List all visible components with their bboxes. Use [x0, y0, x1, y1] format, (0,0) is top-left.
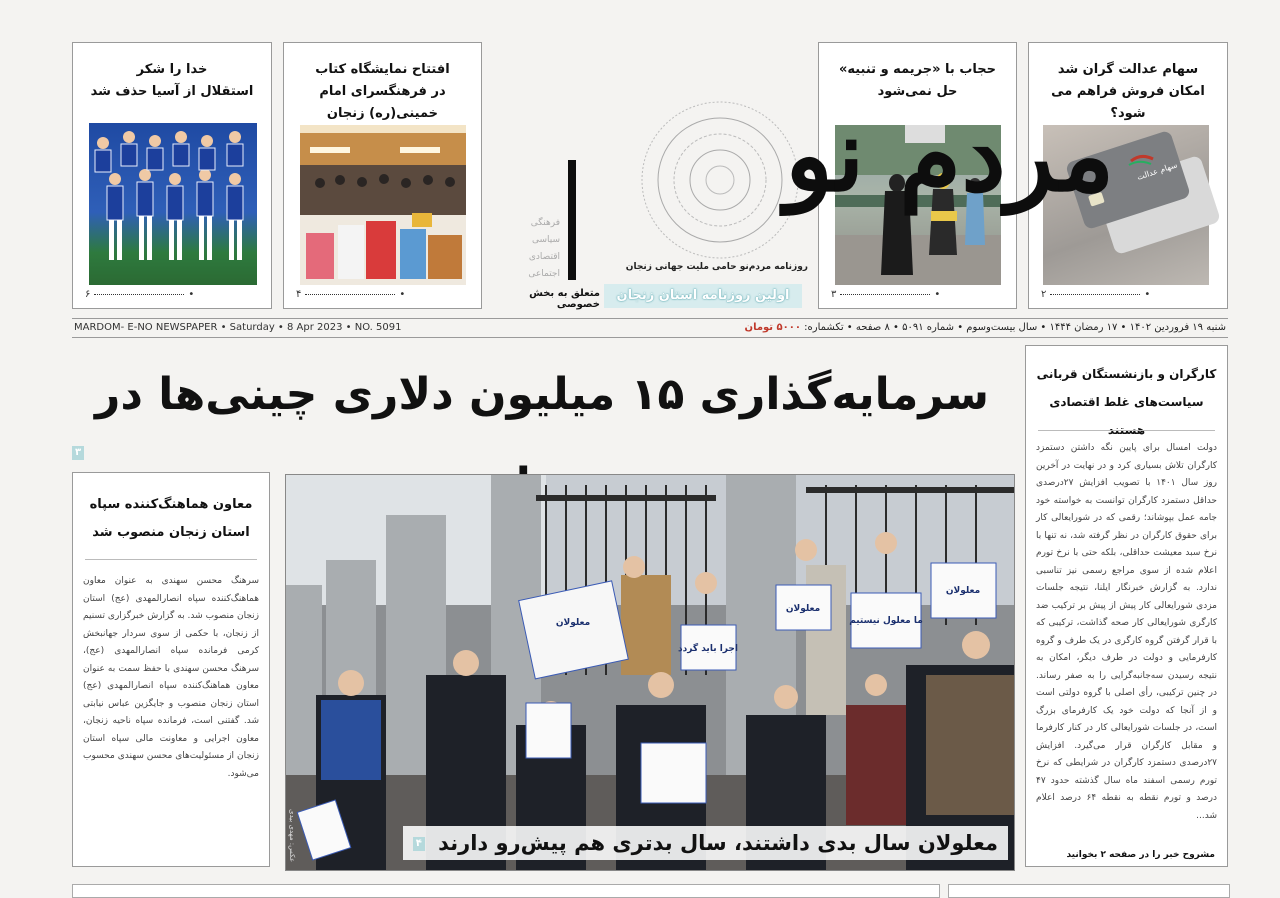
page-number: ۶ — [85, 289, 91, 300]
article-title — [1036, 360, 1217, 444]
teaser-page-number: ۳ • — [831, 289, 941, 300]
side-word: سیاسی — [531, 235, 560, 245]
left-column-article[interactable] — [72, 472, 270, 867]
divider — [1038, 430, 1215, 431]
dateline-english: MARDOM- E-NO NEWSPAPER • Saturday • 8 Apr 2023 • NO. 5091 — [74, 322, 402, 333]
headline-page-marker: ۳ — [72, 446, 84, 460]
dateline-persian — [745, 319, 1226, 337]
teaser-page-number: ۶ • — [85, 289, 195, 300]
side-word: اقتصادی — [528, 252, 560, 262]
article-body: دولت امسال برای پایین نگه داشتن دستمزد کارگران تلاش بسیاری کرد و در نهایت در آخرین روز سال ۱۴۰۱ با تصویب افزایش ۲۷درصدی حداقل دستمزد کارگران توانست به خواسته خود جامه عمل بپوشاند؛ رقمی که در شورایعالی کار برای حقوق کارگران در نظر گرفته شد، نه تنها با نرخ سبد معیشت حداقلی، بلکه حتی با نرخ تورم اعلام شده از سوی مراجع رسمی نیز تناسبی ندارد. به گزارش خبرنگار ایلنا، نتیجه جلسات مزدی شورایعالی کار پیش از پیش بر ترکیب ضد کارگری شورایعالی کار صحه گذاشت، ترکیبی که با قرار گرفتن گروه کارگری در یک طرف و گروه کارفرمایی و دولت در طرف دیگر، امکان به نتیجه رسیدن سه‌جانبه‌گرایی را به صفر رساند. در چنین ترکیبی، رأی اصلی با گروه دولتی است و از آنجا که دولت خود یک کارفرمای بزرگ است، در جلسات شورایعالی کار در کنار کارفرما و مقابل کارگران قرار می‌گیرد. افزایش ۲۷درصدی دستمزد کارگران در شرایطی که نرخ تورم رسمی اسفند ماه سال گذشته حدود ۴۷ درصد و تورم نقطه به نقطه ۶۴ درصد اعلام شد... — [1036, 443, 1217, 821]
dateline-persian-text: شنبه ۱۹ فروردین ۱۴۰۲ • ۱۷ رمضان ۱۴۴۴ • سال بیست‌وسوم • شماره ۵۰۹۱ • ۸ صفحه • تکشماره: — [804, 322, 1226, 333]
article-title — [83, 491, 259, 547]
article-title-line2: استان زنجان منصوب شد — [92, 525, 250, 540]
right-column-article[interactable] — [1025, 345, 1228, 867]
masthead-subtitle: روزنامه مردم‌نو حامی ملیت جهانی زنجان — [625, 262, 808, 272]
masthead-tagline: اولین روزنامه استان زنجان — [604, 284, 802, 308]
price: ۵۰۰۰ تومان — [744, 322, 801, 333]
teaser-title-line1: افتتاح نمایشگاه کتاب — [315, 62, 450, 77]
next-section-box — [948, 884, 1230, 898]
masthead-side-words — [520, 215, 560, 283]
divider — [85, 559, 257, 560]
next-section-box — [72, 884, 940, 898]
teaser-title — [81, 59, 263, 103]
main-headline[interactable]: سرمایه‌گذاری ۱۵ میلیون دلاری چینی‌ها در — [94, 369, 990, 420]
side-word: فرهنگی — [530, 218, 560, 228]
caption-page-marker: ۴ — [413, 837, 425, 851]
dateline-bar — [72, 318, 1228, 338]
teaser-title-line1: خدا را شکر — [136, 62, 208, 77]
page-number: ۳ — [831, 289, 837, 300]
ornament-medallion — [642, 102, 798, 258]
teaser-title-line2: در فرهنگسرای امام خمینی(ره) زنجان — [319, 84, 446, 121]
football-team-scene — [89, 123, 257, 285]
article-title-line1: معاون هماهنگ‌کننده سپاه — [89, 497, 253, 512]
teaser-image-team — [89, 123, 257, 285]
read-more[interactable]: مشروح خبر را در صفحه ۲ بخوانید — [1066, 850, 1215, 860]
page-number: ۴ — [296, 289, 302, 300]
main-photo[interactable] — [285, 474, 1015, 871]
teaser-title-line1: حجاب با «جریمه و تنبیه» — [838, 62, 997, 77]
caption-text: معلولان سال بدی داشتند، سال بدتری هم پیش‌رو دارند — [438, 831, 998, 855]
teaser-box-esteghlal[interactable] — [72, 42, 272, 309]
card-label: سهام عدالت — [1135, 160, 1179, 182]
photo-caption — [403, 826, 1008, 860]
sign-text: معلولان — [945, 586, 981, 596]
teaser-title-line2: امکان فروش فراهم می شود؟ — [1051, 84, 1205, 121]
teaser-title — [292, 59, 473, 125]
article-body: سرهنگ محسن سهندی به عنوان معاون هماهنگ‌کننده سپاه انصارالمهدی (عج) استان زنجان منصوب شد. به گزارش خبرگزاری تسنیم از زنجان، با حکمی از سوی سردار جهانبخش کرمی فرمانده سپاه انصارالمهدی (عج)، سرهنگ محسن سهندی با حفظ سمت به عنوان معاون هماهنگ‌کننده سپاه انصارالمهدی (عج) استان زنجان منصوب و جایگزین عباس نیابتی شد. گفتنی است، فرمانده سپاه ناحیه زنجان، معاون اجرایی و معاونت مالی سپاه استان زنجان از مسئولیت‌های محسن سهندی محسوب می‌شود. — [83, 576, 259, 779]
article-title-line2: سیاست‌های غلط اقتصادی هستند — [1049, 395, 1204, 437]
book-fair-scene — [300, 125, 466, 285]
masthead-owner: متعلق به بخش خصوصی — [529, 288, 600, 310]
article-title-line1: کارگران و بازنشستگان قربانی — [1036, 367, 1217, 381]
sign-text: معلولان — [785, 604, 821, 614]
photo-credit: عکس: مهدی بیدی — [288, 808, 296, 862]
logo-text: مردم نو — [785, 96, 1115, 214]
protest-photo — [286, 475, 1014, 870]
side-word: اجتماعی — [528, 269, 560, 279]
teaser-image-books — [300, 125, 466, 285]
teaser-title-line2: استقلال از آسیا حذف شد — [90, 84, 254, 99]
teaser-title-line1: سهام عدالت گران شد — [1057, 62, 1199, 77]
sign-text: معلولان — [555, 618, 591, 628]
teaser-box-book-fair[interactable] — [283, 42, 482, 309]
sign-text: اجرا باید گردد — [678, 644, 738, 654]
teaser-title-line2: حل نمی‌شود — [877, 84, 958, 99]
page-number: ۲ — [1041, 289, 1047, 300]
sign-text: ما معلول نیستیم — [849, 616, 923, 626]
teaser-page-number: ۲ • — [1041, 289, 1151, 300]
teaser-page-number: ۴ • — [296, 289, 406, 300]
